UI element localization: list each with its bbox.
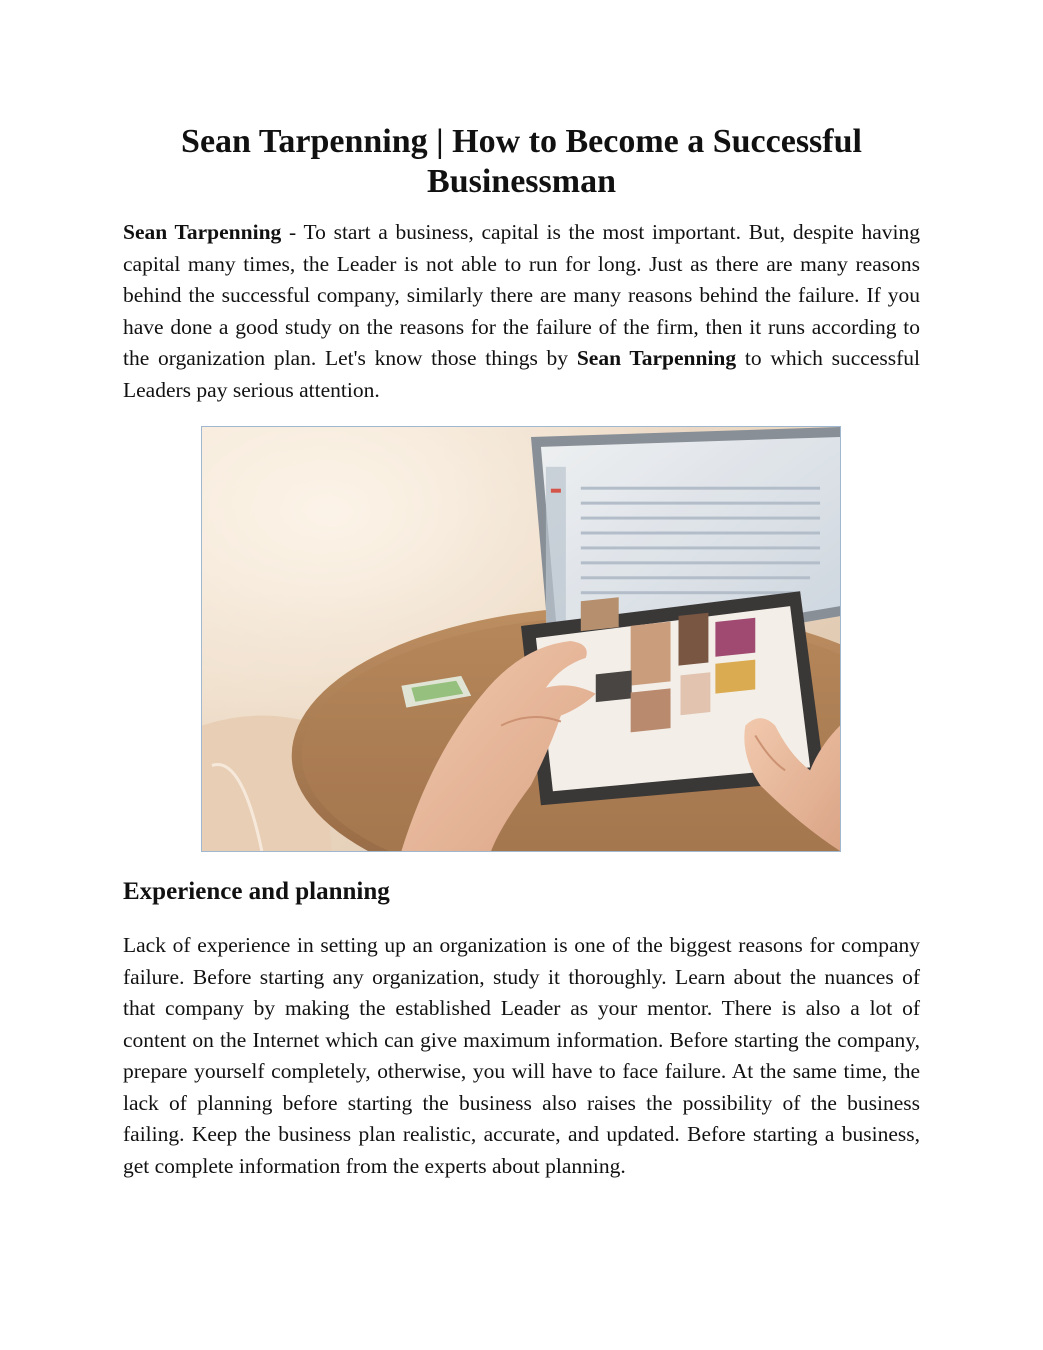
intro-inline-bold: Sean Tarpenning bbox=[576, 346, 737, 370]
page-title: Sean Tarpenning | How to Become a Successful Businessman bbox=[181, 123, 862, 200]
section-heading: Experience and planning bbox=[123, 878, 390, 905]
article-photo bbox=[201, 426, 841, 852]
intro-text-1: - To start a business, capital is the most important. But, despite having capital many times, the Leader is not able to run for long. Just as there are many reasons behind the successful company, similarly there are many reasons behind the failure. If you have done a good study on the reasons for the failure of the firm, then it runs according to the organization plan. Let's know those things by bbox=[123, 220, 921, 370]
intro-lead-bold: Sean Tarpenning bbox=[123, 220, 282, 244]
tablet-photo-illustration bbox=[202, 427, 840, 851]
intro-text-2: to which successful Leaders pay serious attention. bbox=[123, 346, 921, 402]
intro-paragraph bbox=[123, 217, 920, 406]
section-paragraph: Lack of experience in setting up an organization is one of the biggest reasons for company failure. Before starting any organization, study it thoroughly. Learn about the nuances of that company by making the established Leader as your mentor. There is also a lot of content on the Internet which can give maximum information. Before starting the company, prepare yourself completely, otherwise, you will have to face failure. At the same time, the lack of planning before starting the business also raises the possibility of the business failing. Keep the business plan realistic, accurate, and updated. Before starting a business, get complete information from the experts about planning. bbox=[123, 933, 920, 1178]
